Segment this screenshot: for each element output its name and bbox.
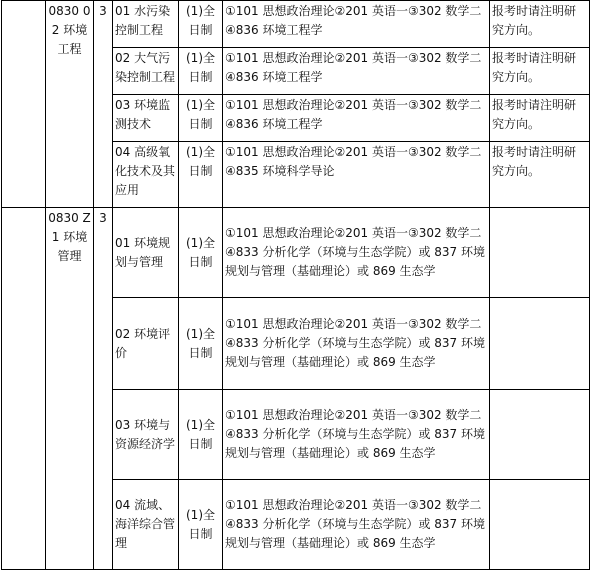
remark: 报考时请注明研究方向。 (490, 142, 590, 208)
blank-cell (2, 208, 46, 570)
remark (490, 208, 590, 298)
research-direction: 02 大气污染控制工程 (113, 48, 179, 95)
research-direction: 03 环境监测技术 (113, 95, 179, 142)
remark: 报考时请注明研究方向。 (490, 1, 590, 48)
remark (490, 390, 590, 480)
exam-subjects: ①101 思想政治理论②201 英语一③302 数学二④833 分析化学（环境与生态学院）或 837 环境规划与管理（基础理论）或 869 生态学 (223, 480, 490, 570)
exam-subjects: ①101 思想政治理论②201 英语一③302 数学二④836 环境工程学 (223, 95, 490, 142)
table-row (2, 208, 590, 298)
program-code: 0830 Z1 环境管理 (46, 208, 94, 570)
exam-subjects: ①101 思想政治理论②201 英语一③302 数学二④833 分析化学（环境与生态学院）或 837 环境规划与管理（基础理论）或 869 生态学 (223, 390, 490, 480)
study-mode: (1)全日制 (179, 390, 223, 480)
exam-subjects: ①101 思想政治理论②201 英语一③302 数学二④833 分析化学（环境与生态学院）或 837 环境规划与管理（基础理论）或 869 生态学 (223, 298, 490, 390)
remark: 报考时请注明研究方向。 (490, 95, 590, 142)
enrollment-count: 3 (94, 1, 113, 208)
study-mode: (1)全日制 (179, 95, 223, 142)
table-row (2, 1, 590, 48)
research-direction: 04 高级氧化技术及其应用 (113, 142, 179, 208)
study-mode: (1)全日制 (179, 48, 223, 95)
exam-subjects: ①101 思想政治理论②201 英语一③302 数学二④835 环境科学导论 (223, 142, 490, 208)
remark (490, 298, 590, 390)
research-direction: 03 环境与资源经济学 (113, 390, 179, 480)
study-mode: (1)全日制 (179, 480, 223, 570)
exam-subjects: ①101 思想政治理论②201 英语一③302 数学二④836 环境工程学 (223, 1, 490, 48)
research-direction: 04 流域、海洋综合管理 (113, 480, 179, 570)
study-mode: (1)全日制 (179, 142, 223, 208)
enrollment-count: 3 (94, 208, 113, 570)
research-direction: 02 环境评价 (113, 298, 179, 390)
study-mode: (1)全日制 (179, 1, 223, 48)
remark: 报考时请注明研究方向。 (490, 48, 590, 95)
program-code: 0830 02 环境工程 (46, 1, 94, 208)
exam-subjects: ①101 思想政治理论②201 英语一③302 数学二④836 环境工程学 (223, 48, 490, 95)
exam-subjects: ①101 思想政治理论②201 英语一③302 数学二④833 分析化学（环境与生态学院）或 837 环境规划与管理（基础理论）或 869 生态学 (223, 208, 490, 298)
study-mode: (1)全日制 (179, 208, 223, 298)
remark (490, 480, 590, 570)
blank-cell (2, 1, 46, 208)
research-direction: 01 水污染控制工程 (113, 1, 179, 48)
study-mode: (1)全日制 (179, 298, 223, 390)
program-table (1, 0, 590, 570)
research-direction: 01 环境规划与管理 (113, 208, 179, 298)
